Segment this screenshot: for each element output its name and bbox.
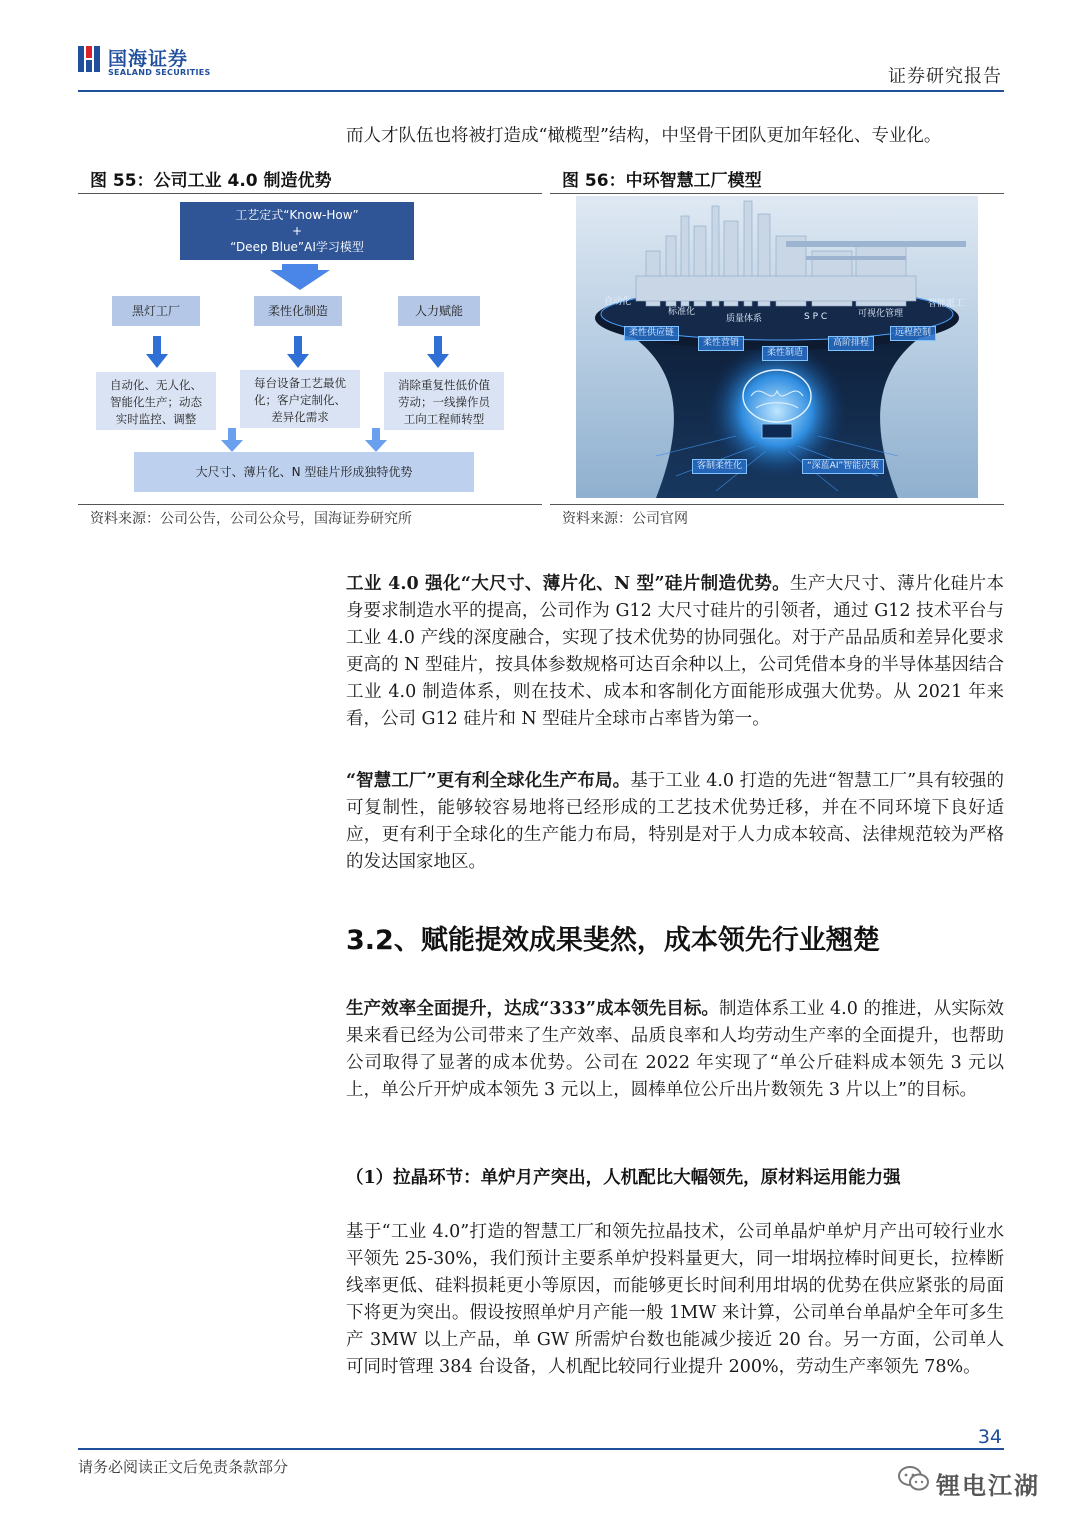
document-type: 证券研究报告 [888,66,1002,87]
label-manufacturing: 柔性制造 [762,346,808,361]
col3-title-box: 人力赋能 [398,296,480,326]
watermark-text: 锂电江湖 [936,1472,1040,1500]
top-box-line3: “Deep Blue”AI学习模型 [230,240,364,254]
paragraph-industry-4 [346,571,1004,733]
figure-55-source: 资料来源：公司公告，公司公众号，国海证券研究所 [90,511,412,527]
paragraph-body: 基于工业 4.0 打造的先进“智慧工厂”具有较强的可复制性，能够较容易地将已经形成的工艺技术优势迁移，并在不同环境下良好适应，更有利于全球化的生产能力布局，特别是对于人力成本较高、法律规范较为严格的发达国家地区。 [346,771,1004,872]
top-box-line2: + [291,224,303,238]
figure-55-bottom-rule [78,504,542,505]
right-merge-arrow-shaft [372,428,380,440]
footer-divider [78,1448,1004,1450]
col1-arrow-shaft [153,336,161,354]
label-quality: 质量体系 [726,314,763,324]
label-visual: 可视化管理 [858,309,904,319]
label-marketing: 柔性营销 [698,336,744,351]
paragraph-crystal-pulling: 基于“工业 4.0”打造的智慧工厂和领先拉晶技术，公司单晶炉单炉月产出可较行业水平领先 25-30%，我们预计主要系单炉投料量更大，同一坩埚拉棒时间更长，拉棒断线率更低、硅料损耗更小等原因，而能够更长时间利用坩埚的优势在供应紧张的局面下将更为突出。假设按照单炉月产能一般 1MW 来计算，公司单台单晶炉全年可多生产 3MW 以上产品，单 GW 所需炉台数也能减少接近 20 台。另一方面，公司单人可同时管理 384 台设备，人机配比较同行业提升 200%，劳动生产率领先 78%。 [346,1222,1004,1377]
label-spc: S P C [804,312,828,322]
col1-desc-line: 智能化生产；动态 [110,395,202,409]
figure-56-title: 图 56：中环智慧工厂模型 [562,171,762,191]
wechat-icon [898,1464,930,1494]
logo-subtext: SEALAND SECURITIES [108,68,211,77]
footer-disclaimer: 请务必阅读正文后免责条款部分 [78,1458,289,1476]
top-box-line1: 工艺定式“Know-How” [235,208,359,222]
col2-desc-line: 每台设备工艺最优 [254,376,346,390]
label-standard: 标准化 [668,307,696,317]
paragraph-smart-factory [346,768,1004,876]
page-number: 34 [977,1426,1002,1448]
col1-desc-line: 实时监控、调整 [115,412,197,426]
paragraph-efficiency [346,996,1004,1104]
col1-desc-line: 自动化、无人化、 [110,378,202,392]
label-automation: 自动化 [604,297,632,307]
col3-desc-line: 消除重复性低价值 [398,378,490,392]
col2-arrow-icon [287,354,309,368]
right-merge-arrow-icon [365,440,387,452]
figure-56-top-rule [550,193,1004,194]
col3-arrow-shaft [434,336,442,354]
section-title: 3.2、赋能提效成果斐然，成本领先行业翘楚 [346,925,880,956]
label-supply: 柔性供应链 [624,326,679,341]
figure-56-bottom-rule [550,504,1004,505]
label-custom: 客制柔性化 [692,459,747,474]
figure-56-source: 资料来源：公司官网 [562,511,688,527]
subsection-title: （1）拉晶环节：单炉月产突出，人机配比大幅领先，原材料运用能力强 [346,1168,901,1188]
col2-desc-box [240,370,360,428]
left-merge-arrow-icon [221,440,243,452]
col3-desc-box [384,372,504,430]
col3-desc-line: 工向工程师转型 [403,412,485,426]
col1-title-box: 黑灯工厂 [112,296,200,326]
label-remote: 远程控制 [890,326,936,341]
left-merge-arrow-shaft [228,428,236,440]
col1-desc-box [96,372,216,430]
col2-desc-line: 差异化需求 [271,410,329,424]
diagram-bottom-box: 大尺寸、薄片化、N 型硅片形成独特优势 [134,452,474,492]
label-scheduling: 高阶排程 [828,336,874,351]
label-smart-plant: 智能派工 [928,299,965,309]
col1-arrow-icon [146,354,168,368]
paragraph-body: 制造体系工业 4.0 的推进，从实际效果来看已经为公司带来了生产效率、品质良率和人均劳动生产率的全面提升，也帮助公司取得了显著的成本优势。公司在 2022 年实现了“单公斤硅料成本领先 3 元以上，单公斤开炉成本领先 3 元以上，圆棒单位公斤出片数领先 3 片以上”的目标。 [346,999,1004,1100]
col2-title-box: 柔性化制造 [254,296,342,326]
label-ai-decision: “深蓝AI”智能决策 [802,459,884,474]
logo-text: 国海证券 [108,48,189,70]
col3-desc-line: 劳动；一线操作员 [398,395,490,409]
col3-arrow-icon [427,354,449,368]
paragraph-lead: 工业 4.0 强化“大尺寸、薄片化、N 型”硅片制造优势。 [346,574,790,594]
paragraph-body: 生产大尺寸、薄片化硅片本身要求制造水平的提高，公司作为 G12 大尺寸硅片的引领者，通过 G12 技术平台与工业 4.0 产线的深度融合，实现了技术优势的协同强化。对于产品品质和差异化要求更高的 N 型硅片，按具体参数规格可达百余种以上，公司凭借本身的半导体基因结合工业 4.0 制造体系，则在技术、成本和客制化方面能形成强大优势。从 2021 年来看，公司 G12 硅片和 N 型硅片全球市占率皆为第一。 [346,574,1004,729]
diagram-arrows [0,0,560,510]
col2-arrow-shaft [294,336,302,354]
paragraph-lead: “智慧工厂”更有利全球化生产布局。 [346,771,631,791]
figure-55-title: 图 55：公司工业 4.0 制造优势 [90,171,332,191]
col2-desc-line: 化；客户定制化、 [254,393,346,407]
main-down-arrow-icon [270,264,330,290]
paragraph-lead: 生产效率全面提升，达成“333”成本领先目标。 [346,999,719,1019]
smart-factory-model-image [576,196,978,498]
intro-paragraph: 而人才队伍也将被打造成“橄榄型”结构，中坚骨干团队更加年轻化、专业化。 [346,126,942,146]
